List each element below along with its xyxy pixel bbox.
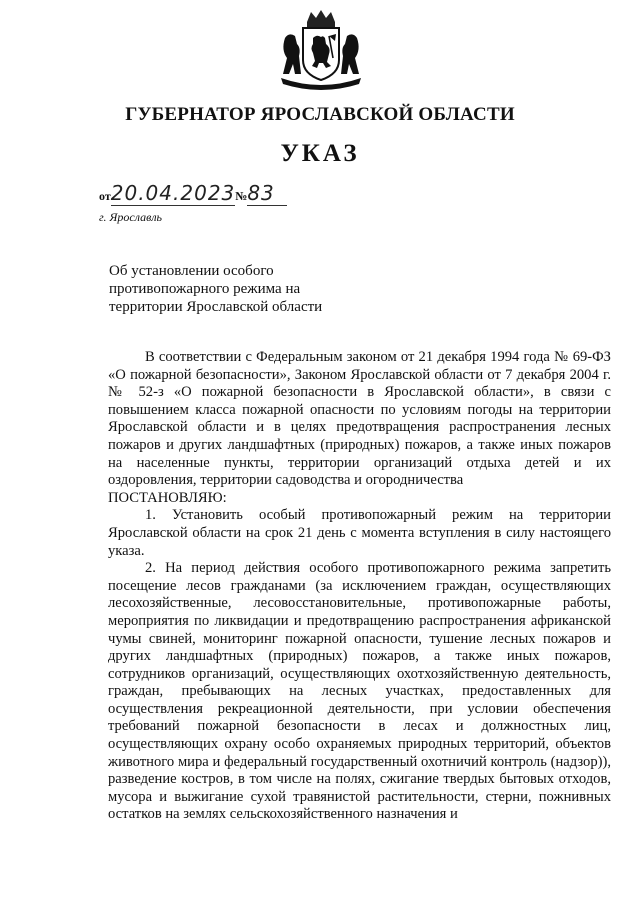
item-2-paragraph: 2. На период действия особого противопожарного режима запретить посещение лесов гражданами (за исключением граждан, осуществляющих лесохозяйственные, лесовосстановительные, противопожарные работы, мероприятия по ликвидации и предотвращению распространения африканской чумы свиней, мониторинг пожарной опасности, тушение лесных пожаров и других ландшафтных (природных) пожаров, а также иных пожаров, сотрудников организаций, осуществляющих охотхозяйственную деятельность, граждан, пребывающих на лесных участках, предоставленных для осуществления рекреационной деятельности, при условии обеспечения требований пожарной безопасности в лесах и должностных лиц, осуществляющих охрану особо охраняемых природных территорий, объектов животного мира и федеральный государственный охотничий контроль (надзор)), разведение костров, в том числе на полях, сжигание твердых бытовых отходов, мусора и выжигание сухой травянистой растительности, стерни, пожнивных остатков на землях сельскохозяйственного назначения и [108, 560, 611, 823]
date-prefix: от [99, 189, 111, 203]
authority-title: ГУБЕРНАТОР ЯРОСЛАВСКОЙ ОБЛАСТИ [125, 104, 515, 125]
decree-body [108, 349, 611, 824]
date-number-line [99, 181, 287, 206]
decree-subject [109, 262, 409, 316]
decree-word: ПОСТАНОВЛЯЮ: [108, 489, 227, 506]
subject-line: противопожарного режима на [109, 281, 301, 297]
preamble-paragraph: В соответствии с Федеральным законом от 21 декабря 1994 года № 69-ФЗ «О пожарной безопасности», Законом Ярославской области от 7 декабря 2004 г. № 52-з «О пожарной безопасности в Ярославской области», в связи с повышением класса пожарной опасности по условиям погоды на территории Ярославской области и в целях предотвращения распространения лесных пожаров и других ландшафтных (природных) пожаров, а также иных пожаров на населенные пункты, территории организаций отдыха детей и их оздоровления, территории садоводства и огородничества [108, 349, 611, 489]
subject-line: Об установлении особого [109, 263, 274, 279]
document-type: УКАЗ [280, 140, 360, 167]
yaroslavl-coat-of-arms-icon [273, 8, 369, 96]
subject-line: территории Ярославской области [109, 299, 323, 315]
item-1-paragraph: 1. Установить особый противопожарный режим на территории Ярославской области на срок 21 день с момента вступления в силу настоящего указа. [108, 507, 611, 559]
number-prefix: № [235, 189, 248, 203]
city: г. Ярославль [99, 210, 163, 224]
handwritten-number: 83 [247, 181, 275, 205]
handwritten-date: 20.04.2023 [110, 181, 236, 205]
